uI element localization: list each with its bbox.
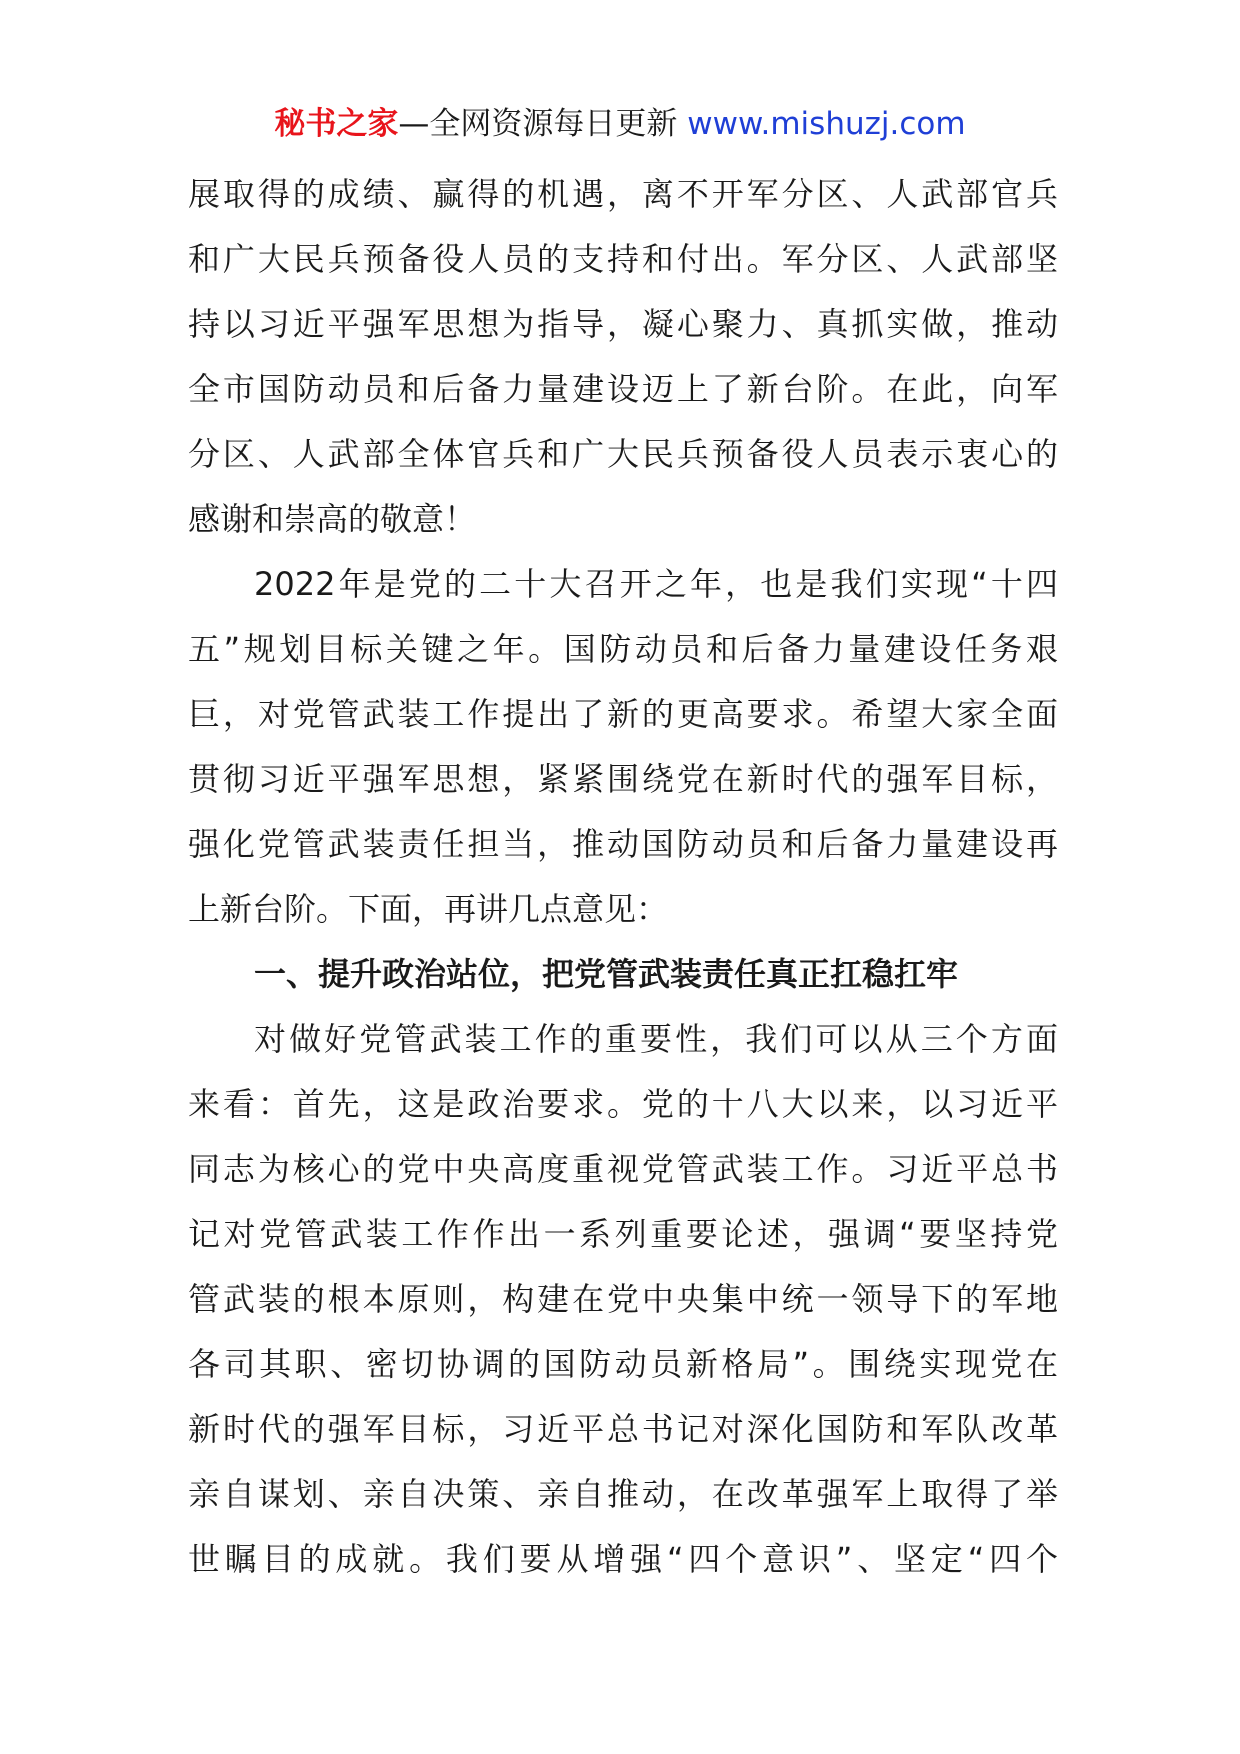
text-line: 展取得的成绩、赢得的机遇，离不开军分区、人武部官兵	[188, 175, 1058, 213]
header-tagline: —全网资源每日更新	[398, 106, 678, 142]
text-line: 各司其职、密切协调的国防动员新格局”。围绕实现党在	[188, 1345, 1058, 1383]
text-line: 来看：首先，这是政治要求。党的十八大以来，以习近平	[188, 1085, 1058, 1123]
text-line: 持以习近平强军思想为指导，凝心聚力、真抓实做，推动	[188, 305, 1058, 343]
text-line: 记对党管武装工作作出一系列重要论述，强调“要坚持党	[188, 1215, 1058, 1253]
text-line: 强化党管武装责任担当，推动国防动员和后备力量建设再	[188, 825, 1058, 863]
document-body	[188, 162, 1058, 1592]
text-line: 感谢和崇高的敬意！	[188, 500, 477, 538]
text-line: 贯彻习近平强军思想，紧紧围绕党在新时代的强军目标，	[188, 760, 1058, 798]
text-line: 巨，对党管武装工作提出了新的更高要求。希望大家全面	[188, 695, 1058, 733]
text-line: 2022年是党的二十大召开之年，也是我们实现“十四	[254, 565, 1058, 603]
text-line: 上新台阶。下面，再讲几点意见：	[188, 890, 669, 928]
text-line: 对做好党管武装工作的重要性，我们可以从三个方面	[254, 1020, 1058, 1058]
text-line: 管武装的根本原则，构建在党中央集中统一领导下的军地	[188, 1280, 1058, 1318]
text-line: 同志为核心的党中央高度重视党管武装工作。习近平总书	[188, 1150, 1058, 1188]
site-header	[0, 100, 1240, 148]
section-heading: 一、提升政治站位，把党管武装责任真正扛稳扛牢	[254, 955, 959, 993]
text-line: 全市国防动员和后备力量建设迈上了新台阶。在此，向军	[188, 370, 1058, 408]
text-line: 和广大民兵预备役人员的支持和付出。军分区、人武部坚	[188, 240, 1058, 278]
text-line: 新时代的强军目标，习近平总书记对深化国防和军队改革	[188, 1410, 1058, 1448]
text-line: 亲自谋划、亲自决策、亲自推动，在改革强军上取得了举	[188, 1475, 1058, 1513]
text-line: 五”规划目标关键之年。国防动员和后备力量建设任务艰	[188, 630, 1058, 668]
text-line: 世瞩目的成就。我们要从增强“四个意识”、坚定“四个	[188, 1540, 1058, 1578]
brand-name: 秘书之家	[274, 106, 399, 142]
site-url-link[interactable]: www.mishuzj.com	[687, 106, 966, 142]
text-line: 分区、人武部全体官兵和广大民兵预备役人员表示衷心的	[188, 435, 1058, 473]
